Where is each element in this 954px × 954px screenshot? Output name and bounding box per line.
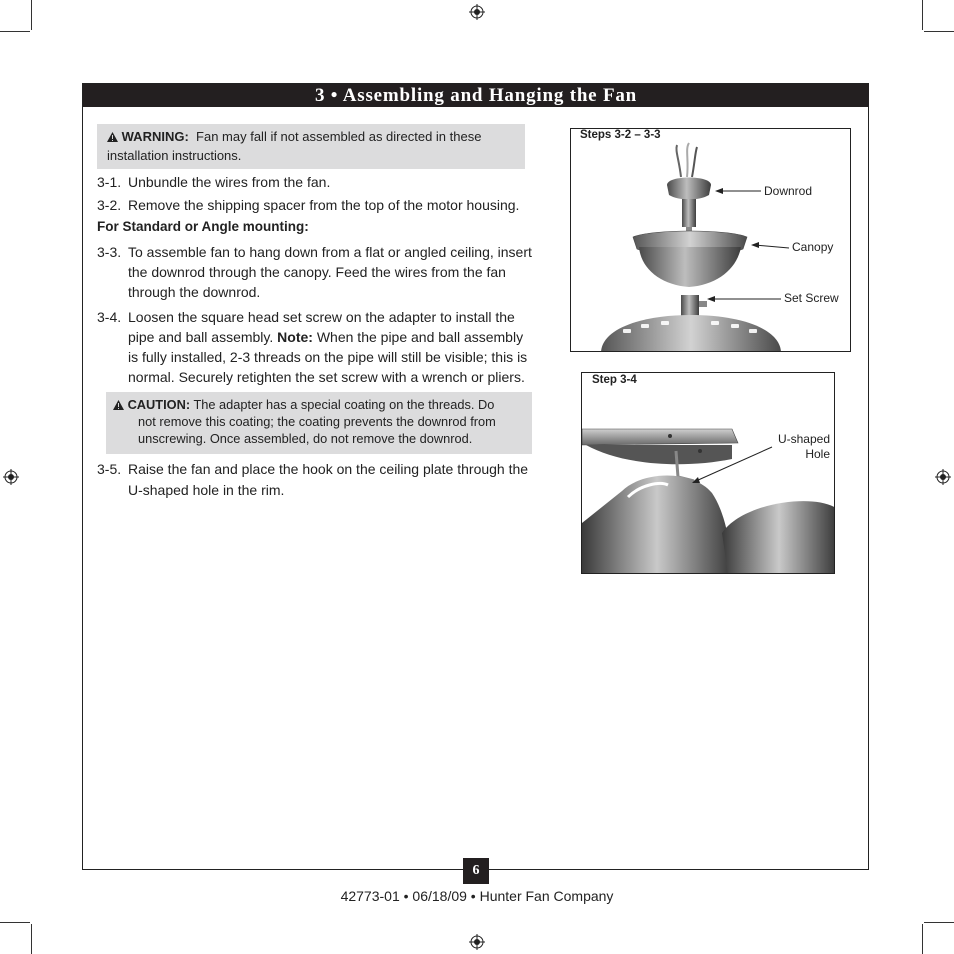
figure-steps-3-2-3-3	[570, 128, 851, 352]
registration-mark-icon	[935, 469, 951, 485]
caution-text-1: The adapter has a special coating on the threads. Do	[193, 397, 495, 412]
step-number: 3-2.	[97, 197, 122, 213]
callout-downrod: Downrod	[764, 184, 813, 198]
step-line-part: pipe and ball assembly.	[128, 329, 278, 345]
callout-set-screw: Set Screw	[784, 291, 839, 305]
warning-triangle-icon	[113, 400, 124, 410]
step-text: Unbundle the wires from the fan.	[128, 174, 331, 190]
mounting-subheading: For Standard or Angle mounting:	[97, 219, 309, 234]
crop-mark-tl-h	[0, 31, 30, 32]
crop-mark-tr-v	[922, 0, 923, 30]
callout-canopy: Canopy	[792, 240, 834, 254]
figure-2-label: Step 3-4	[592, 374, 637, 386]
step-number: 3-4.	[97, 309, 122, 325]
caution-box	[106, 392, 532, 454]
crop-mark-br-h	[924, 922, 954, 923]
callout-line: Hole	[805, 447, 830, 461]
step-3-5	[97, 459, 557, 501]
figure-step-3-4	[581, 372, 835, 574]
step-line: is fully installed, 2-3 threads on the pipe will still be visible; this is	[128, 349, 528, 365]
crop-mark-br-v	[922, 924, 923, 954]
step-line: U-shaped hole in the rim.	[128, 482, 285, 498]
callout-line: U-shaped	[777, 432, 830, 446]
step-number: 3-1.	[97, 174, 122, 190]
warning-text-1: Fan may fall if not assembled as directed in these	[196, 129, 482, 144]
section-title: 3 • Assembling and Hanging the Fan	[83, 84, 869, 107]
step-line: To assemble fan to hang down from a flat or angled ceiling, insert	[128, 244, 532, 260]
step-line: through the downrod.	[128, 284, 261, 300]
step-line: the downrod through the canopy. Feed the wires from the fan	[128, 264, 506, 280]
warning-box	[97, 124, 525, 169]
u-shaped-hole-illustration	[582, 373, 835, 574]
step-number: 3-3.	[97, 244, 122, 260]
crop-mark-bl-h	[0, 922, 30, 923]
step-3-3	[97, 242, 557, 302]
step-3-4	[97, 307, 557, 387]
caution-text-3: unscrewing. Once assembled, do not remove the downrod.	[138, 431, 473, 446]
step-text	[128, 307, 527, 387]
step-text: Remove the shipping spacer from the top of the motor housing.	[128, 197, 520, 213]
step-3-1	[97, 172, 557, 192]
registration-mark-icon	[469, 4, 485, 20]
warning-line-1	[107, 127, 525, 146]
callout-u-shaped-hole	[762, 432, 830, 462]
step-number: 3-5.	[97, 461, 122, 477]
registration-mark-icon	[469, 934, 485, 950]
page-number: 6	[463, 858, 489, 884]
warning-triangle-icon	[107, 132, 118, 142]
caution-line-1	[113, 396, 532, 413]
figure-1-label: Steps 3-2 – 3-3	[580, 129, 661, 141]
registration-mark-icon	[3, 469, 19, 485]
crop-mark-tl-v	[31, 0, 32, 30]
step-line-part: When the pipe and ball assembly	[312, 329, 524, 345]
step-line: Raise the fan and place the hook on the ceiling plate through the	[128, 461, 529, 477]
page-footer: 42773-01 • 06/18/09 • Hunter Fan Company	[340, 888, 614, 904]
crop-mark-bl-v	[31, 924, 32, 954]
caution-text-2: not remove this coating; the coating prevents the downrod from	[138, 414, 496, 429]
step-3-2	[97, 195, 557, 215]
step-text	[128, 459, 528, 501]
caution-label: CAUTION:	[127, 397, 191, 412]
step-line: Loosen the square head set screw on the adapter to install the	[128, 309, 515, 325]
warning-label: WARNING:	[121, 129, 189, 144]
crop-mark-tr-h	[924, 31, 954, 32]
step-line: normal. Securely retighten the set screw with a wrench or pliers.	[128, 369, 525, 385]
note-label: Note:	[277, 329, 313, 345]
warning-text-2: installation instructions.	[107, 148, 242, 163]
step-line	[128, 327, 527, 347]
step-text	[128, 242, 532, 302]
